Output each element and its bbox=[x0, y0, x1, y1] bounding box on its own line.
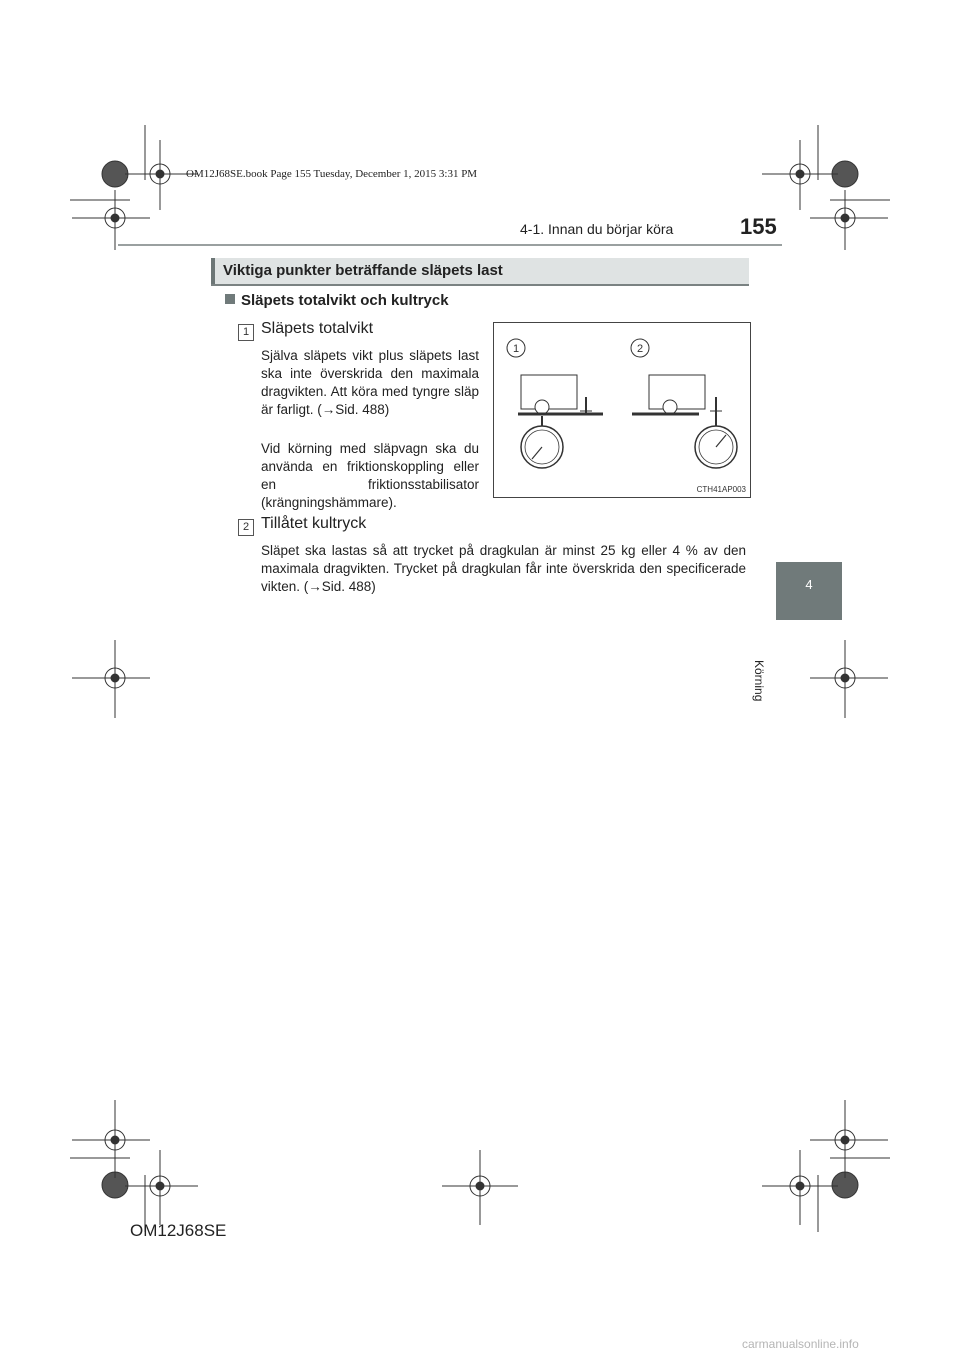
section-path: 4-1. Innan du börjar köra bbox=[520, 221, 674, 237]
trailer-load-figure bbox=[493, 322, 751, 498]
document-code: OM12J68SE bbox=[130, 1221, 227, 1240]
figure-code: CTH41AP003 bbox=[696, 485, 746, 494]
section-title: Viktiga punkter beträffande släpets last bbox=[223, 262, 503, 279]
item-title: Släpets totalvikt bbox=[261, 320, 374, 337]
section-title-bar bbox=[211, 258, 749, 286]
square-bullet-icon bbox=[225, 294, 235, 304]
callout-label: 1 bbox=[512, 343, 520, 355]
item-number-badge: 2 bbox=[238, 519, 254, 536]
item-paragraph: Släpet ska lastas så att trycket på dragkulan är minst 25 kg eller 4 % av den maximala dragvikten. Trycket på dragkulan får inte överskrida den specificerade vikten. (→Sid. 488) bbox=[261, 543, 746, 594]
registration-disc-icon bbox=[102, 161, 858, 1198]
item-title: Tillåtet kultryck bbox=[261, 515, 367, 532]
subheading-text: Släpets totalvikt och kultryck bbox=[241, 292, 449, 309]
title-accent bbox=[211, 258, 215, 284]
header-rule bbox=[118, 244, 782, 246]
watermark: carmanualsonline.info bbox=[742, 1337, 859, 1351]
item-paragraph: Vid körning med släpvagn ska du använda en friktionskoppling eller en friktionsstabilisator (krängningshämmare). bbox=[261, 441, 479, 510]
item-paragraph: Själva släpets vikt plus släpets last ska inte överskrida den maximala dragvikten. Att köra med tyngre släp är farligt. (→Sid. 488) bbox=[261, 348, 479, 417]
chapter-tab[interactable]: 4 bbox=[776, 562, 842, 620]
callout-label: 2 bbox=[636, 343, 644, 355]
subheading bbox=[225, 292, 449, 309]
chapter-tab-label: Körning bbox=[752, 660, 766, 702]
item-number-badge: 1 bbox=[238, 324, 254, 341]
book-info-line: OM12J68SE.book Page 155 Tuesday, December 1, 2015 3:31 PM bbox=[186, 168, 478, 180]
page-number: 155 bbox=[740, 214, 777, 239]
trailer-scale-illustration bbox=[494, 323, 750, 497]
